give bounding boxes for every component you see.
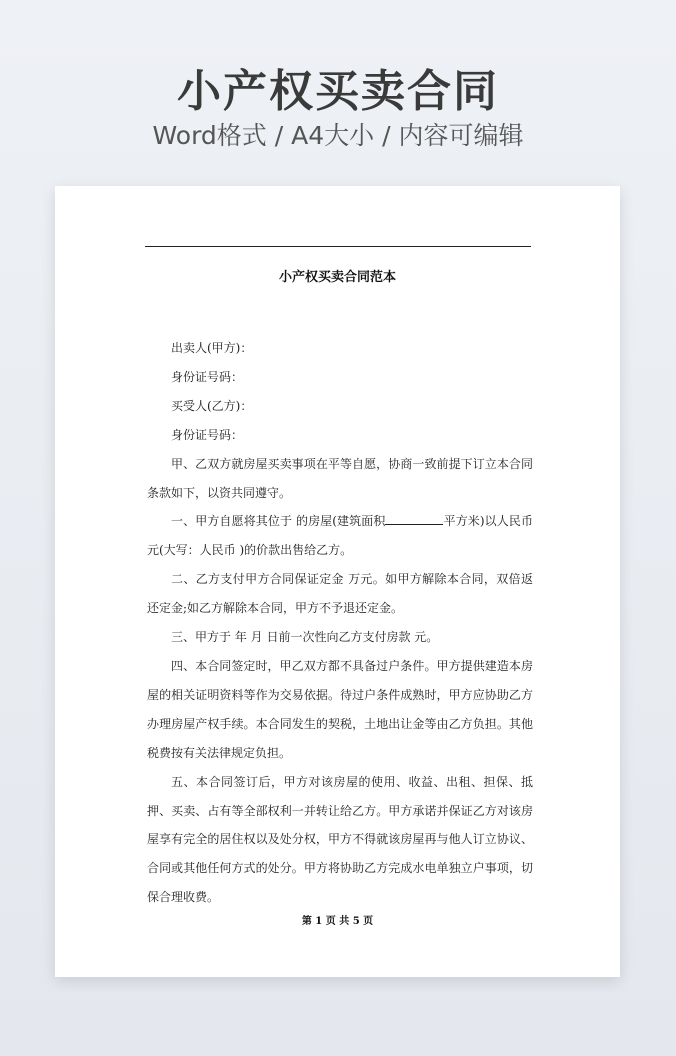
clause-4: 四、本合同签定时，甲乙双方都不具备过户条件。甲方提供建造本房屋的相关证明资料等作为交易依据。待过户条件成熟时，甲方应协助乙方办理房屋产权手续。本合同发生的契税，土地出让金等由乙方负担。其他税费按有关法律规定负担。 — [147, 658, 533, 760]
clause-1-after: 平方米)以人民币 元(大写：人民币 )的价款出售给乙方。 — [147, 514, 534, 558]
banner-subtitle: Word格式 / A4大小 / 内容可编辑 — [152, 121, 524, 150]
clause-5: 五、本合同签订后，甲方对该房屋的使用、收益、出租、担保、抵押、买卖、占有等全部权利一并转让给乙方。甲方承诺并保证乙方对该房屋享有完全的居住权以及处分权，甲方不得就该房屋再与他人订立协议、合同或其他任何方式的处分。甲方将协助乙方完成水电单独立户事项，切保合理收费。 — [147, 774, 533, 905]
seller-id-field: 身份证号码： — [171, 369, 244, 384]
buyer-id-field: 身份证号码： — [171, 427, 244, 442]
buyer-field: 买受人(乙方)： — [171, 398, 253, 413]
clause-1 — [147, 507, 533, 565]
clause-1-before: 一、甲方自愿将其位于 的房屋(建筑面积 — [171, 514, 386, 529]
clause-3: 三、甲方于 年 月 日前一次性向乙方支付房款 元。 — [171, 630, 439, 645]
header-rule — [145, 246, 531, 247]
document-page — [55, 186, 620, 977]
page-number: 第 1 页 共 5 页 — [301, 916, 374, 927]
document-title: 小产权买卖合同范本 — [278, 270, 396, 285]
preamble-paragraph: 甲、乙双方就房屋买卖事项在平等自愿，协商一致前提下订立本合同条款如下，以资共同遵守。 — [147, 456, 533, 500]
banner-title: 小产权买卖合同 — [177, 66, 499, 117]
seller-field: 出卖人(甲方)： — [171, 341, 253, 355]
document-body — [147, 334, 533, 912]
area-blank-line — [385, 512, 443, 525]
clause-2: 二、乙方支付甲方合同保证定金 万元。如甲方解除本合同，双倍返还定金;如乙方解除本合同，甲方不予退还定金。 — [147, 572, 533, 616]
